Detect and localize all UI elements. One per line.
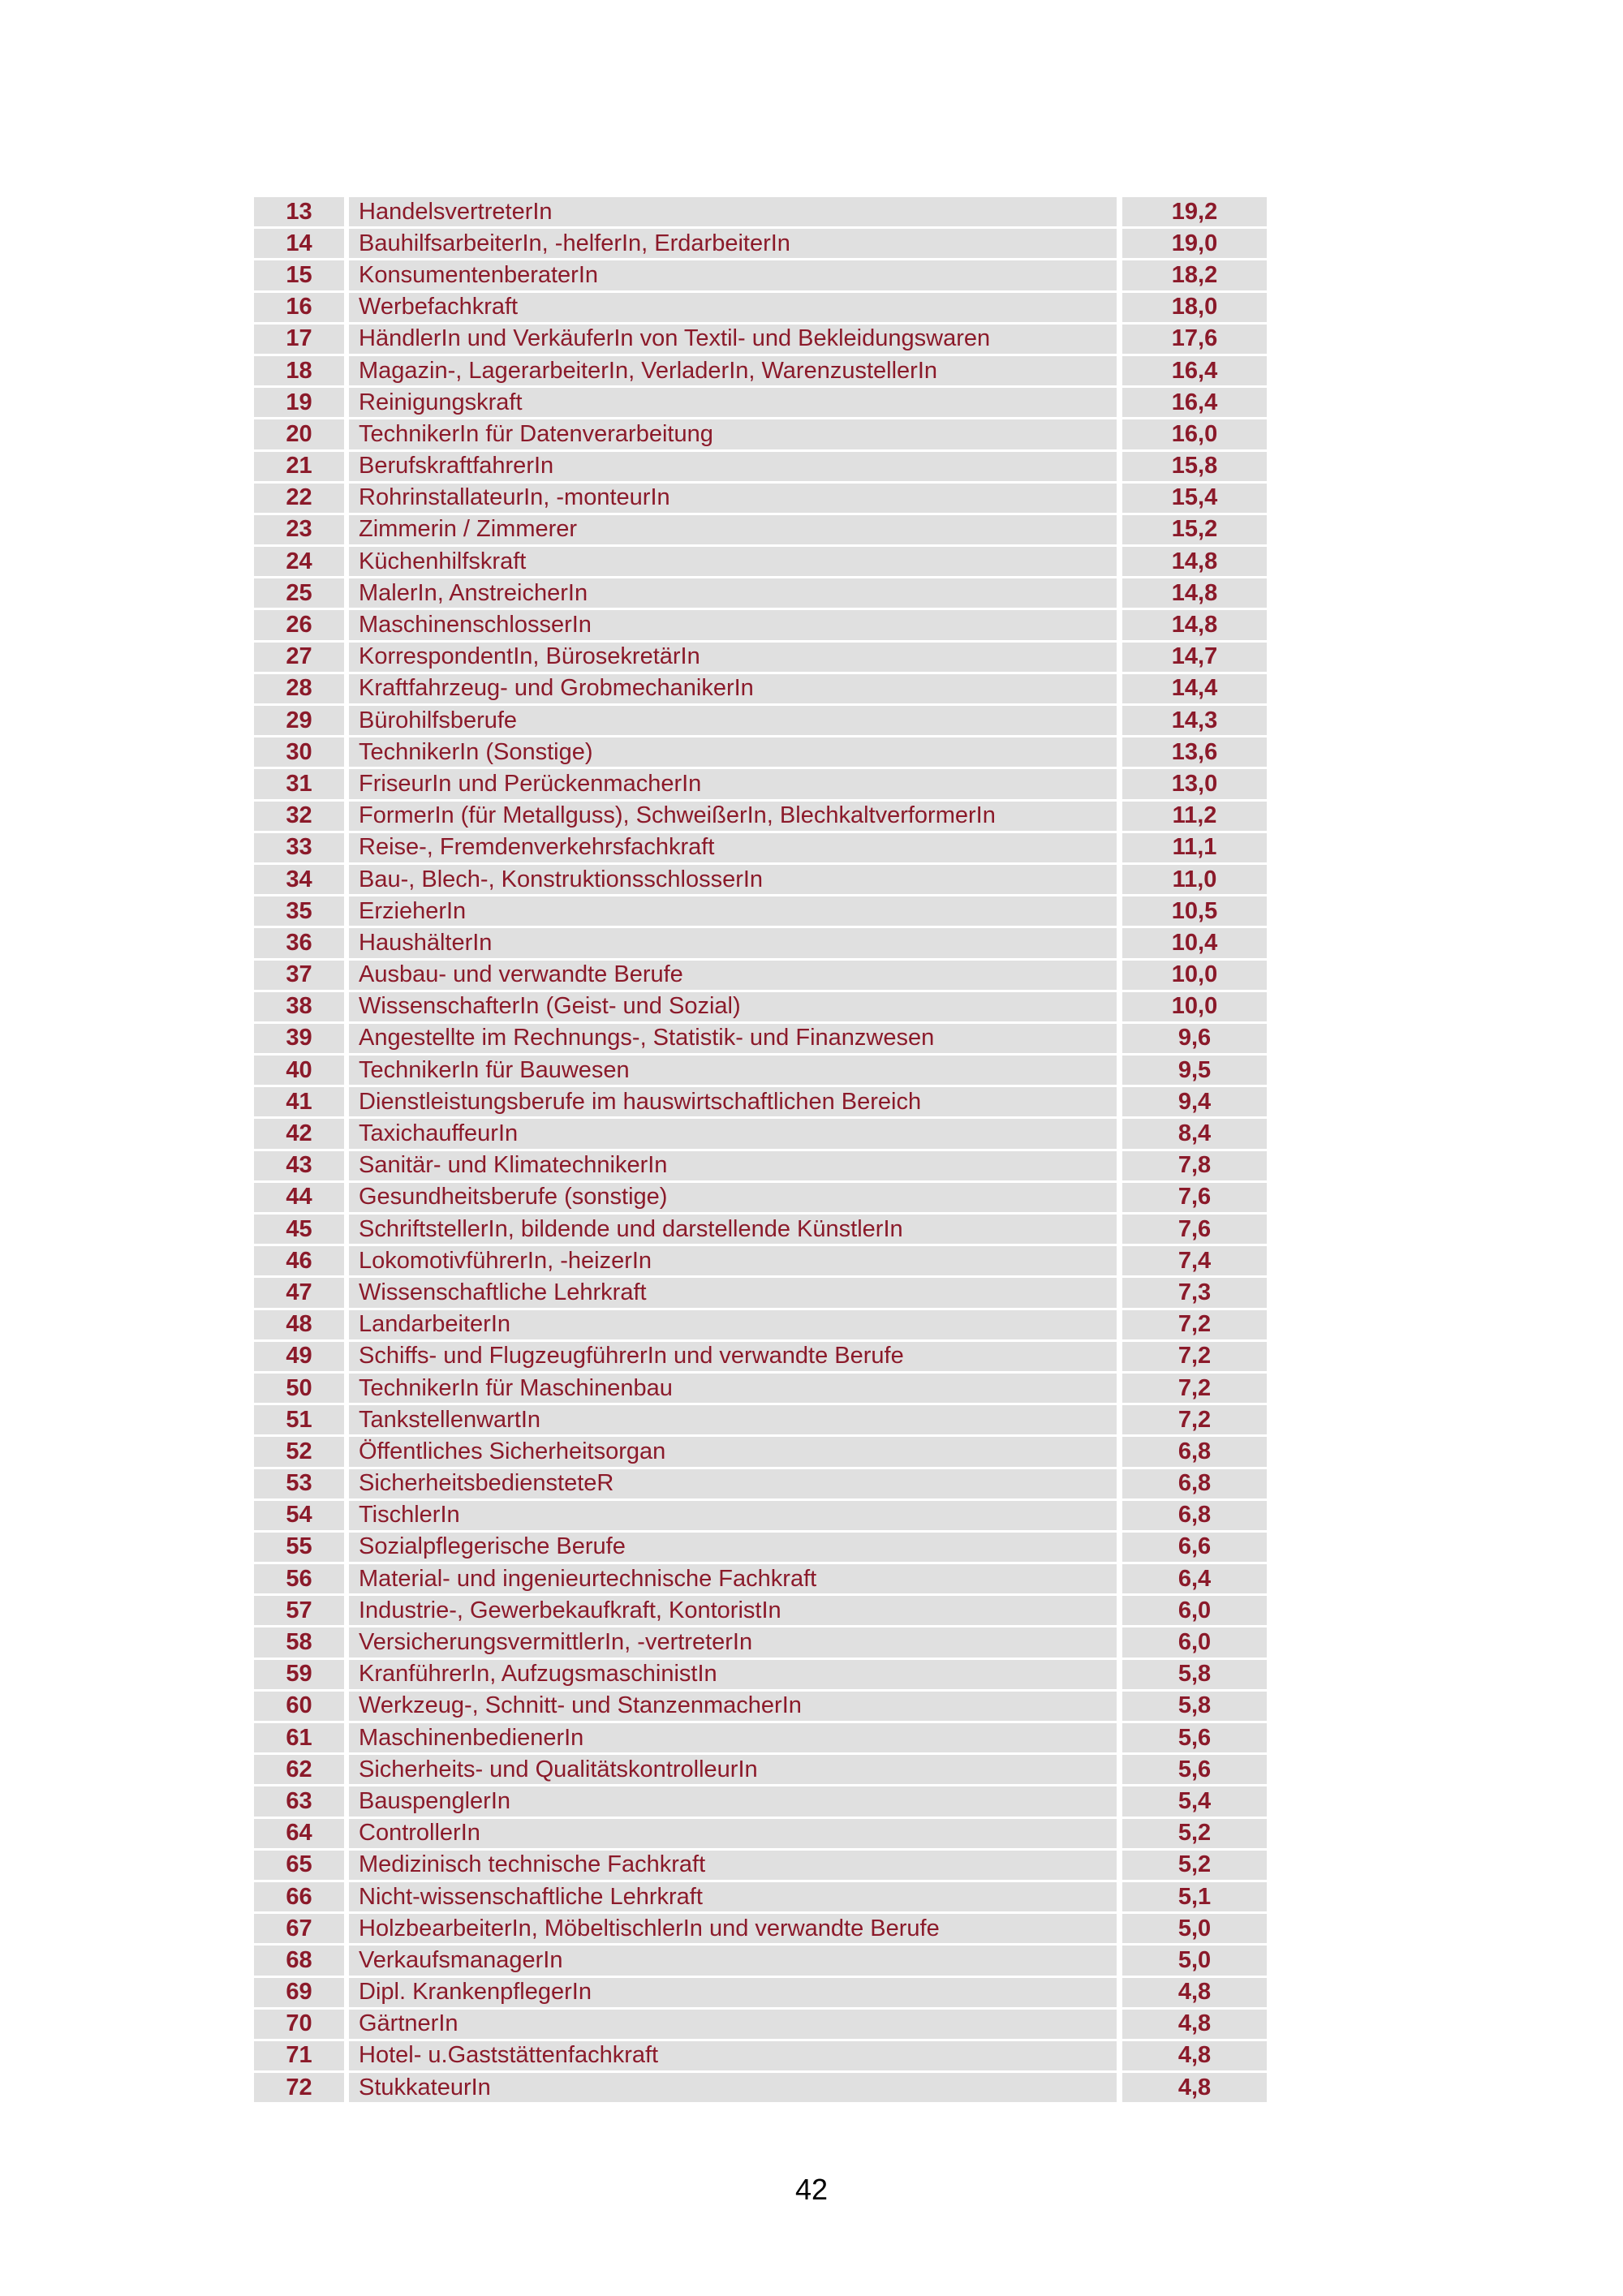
occupation-cell: TankstellenwartIn [349,1405,1117,1434]
rank-cell: 31 [254,769,344,798]
table-row [254,1819,1267,1848]
occupation-cell: Bürohilfsberufe [349,706,1117,735]
table-row [254,1723,1267,1752]
table-row [254,1469,1267,1498]
table-row [254,1119,1267,1148]
table-row [254,1405,1267,1434]
occupation-cell: Bau-, Blech-, KonstruktionsschlosserIn [349,865,1117,894]
table-row [254,1914,1267,1943]
occupation-cell: HandelsvertreterIn [349,197,1117,226]
rank-cell: 66 [254,1882,344,1911]
value-cell: 7,2 [1122,1342,1267,1371]
occupation-cell: TaxichauffeurIn [349,1119,1117,1148]
table-row [254,1946,1267,1975]
value-cell: 11,2 [1122,802,1267,831]
rank-cell: 28 [254,674,344,703]
occupation-cell: Schiffs- und FlugzeugführerIn und verwandte Berufe [349,1342,1117,1371]
table-row [254,578,1267,608]
value-cell: 6,6 [1122,1533,1267,1562]
rank-cell: 70 [254,2010,344,2039]
rank-cell: 59 [254,1660,344,1689]
value-cell: 14,8 [1122,578,1267,608]
table-row [254,547,1267,576]
rank-cell: 63 [254,1786,344,1816]
occupation-cell: VerkaufsmanagerIn [349,1946,1117,1975]
table-row [254,325,1267,354]
rank-cell: 55 [254,1533,344,1562]
rank-cell: 42 [254,1119,344,1148]
table-row [254,737,1267,767]
rank-cell: 35 [254,896,344,926]
rank-cell: 37 [254,961,344,990]
occupation-cell: FriseurIn und PerückenmacherIn [349,769,1117,798]
value-cell: 16,0 [1122,419,1267,449]
rank-cell: 50 [254,1374,344,1403]
value-cell: 10,0 [1122,992,1267,1021]
value-cell: 7,4 [1122,1246,1267,1275]
value-cell: 6,0 [1122,1596,1267,1625]
value-cell: 16,4 [1122,388,1267,417]
occupation-cell: FormerIn (für Metallguss), SchweißerIn, BlechkaltverformerIn [349,802,1117,831]
rank-cell: 36 [254,928,344,957]
table-row [254,1660,1267,1689]
occupation-cell: KonsumentenberaterIn [349,260,1117,290]
table-row [254,928,1267,957]
value-cell: 4,8 [1122,2041,1267,2070]
occupation-cell: SicherheitsbediensteteR [349,1469,1117,1498]
rank-cell: 60 [254,1692,344,1721]
rank-cell: 27 [254,643,344,672]
rank-cell: 40 [254,1056,344,1085]
rank-cell: 20 [254,419,344,449]
rank-cell: 54 [254,1501,344,1530]
rank-cell: 49 [254,1342,344,1371]
table-row [254,769,1267,798]
occupation-cell: GärtnerIn [349,2010,1117,2039]
table-row [254,1851,1267,1880]
rank-cell: 14 [254,229,344,258]
value-cell: 6,0 [1122,1627,1267,1657]
value-cell: 14,7 [1122,643,1267,672]
rank-cell: 34 [254,865,344,894]
table-row [254,1501,1267,1530]
value-cell: 14,8 [1122,610,1267,639]
rank-cell: 22 [254,484,344,513]
value-cell: 5,8 [1122,1660,1267,1689]
rank-cell: 17 [254,325,344,354]
occupation-cell: Magazin-, LagerarbeiterIn, VerladerIn, WarenzustellerIn [349,356,1117,385]
occupation-cell: MaschinenbedienerIn [349,1723,1117,1752]
occupation-cell: Nicht-wissenschaftliche Lehrkraft [349,1882,1117,1911]
rank-cell: 38 [254,992,344,1021]
table-row [254,1310,1267,1339]
occupation-cell: VersicherungsvermittlerIn, -vertreterIn [349,1627,1117,1657]
value-cell: 7,2 [1122,1405,1267,1434]
occupation-cell: HolzbearbeiterIn, MöbeltischlerIn und verwandte Berufe [349,1914,1117,1943]
occupation-cell: TechnikerIn für Datenverarbeitung [349,419,1117,449]
value-cell: 7,2 [1122,1310,1267,1339]
value-cell: 10,5 [1122,896,1267,926]
rank-cell: 25 [254,578,344,608]
rank-cell: 51 [254,1405,344,1434]
value-cell: 10,0 [1122,961,1267,990]
value-cell: 10,4 [1122,928,1267,957]
occupation-cell: HändlerIn und VerkäuferIn von Textil- und Bekleidungswaren [349,325,1117,354]
value-cell: 4,8 [1122,2073,1267,2102]
occupation-cell: RohrinstallateurIn, -monteurIn [349,484,1117,513]
rank-cell: 69 [254,1978,344,2007]
occupation-cell: StukkateurIn [349,2073,1117,2102]
rank-cell: 44 [254,1183,344,1212]
rank-cell: 45 [254,1215,344,1244]
table-row [254,388,1267,417]
rank-cell: 30 [254,737,344,767]
table-row [254,833,1267,862]
value-cell: 5,4 [1122,1786,1267,1816]
occupation-cell: Sanitär- und KlimatechnikerIn [349,1151,1117,1180]
rank-cell: 19 [254,388,344,417]
occupation-cell: Industrie-, Gewerbekaufkraft, KontoristIn [349,1596,1117,1625]
value-cell: 7,2 [1122,1374,1267,1403]
value-cell: 9,6 [1122,1024,1267,1053]
rank-cell: 64 [254,1819,344,1848]
rank-cell: 26 [254,610,344,639]
occupation-cell: Zimmerin / Zimmerer [349,515,1117,544]
table-row [254,356,1267,385]
value-cell: 9,4 [1122,1087,1267,1116]
table-row [254,1056,1267,1085]
table-row [254,293,1267,322]
occupation-ranking-table [254,197,1267,2105]
rank-cell: 41 [254,1087,344,1116]
rank-cell: 21 [254,452,344,481]
value-cell: 5,1 [1122,1882,1267,1911]
occupation-cell: Hotel- u.Gaststättenfachkraft [349,2041,1117,2070]
table-row [254,1533,1267,1562]
table-row [254,419,1267,449]
occupation-cell: TechnikerIn (Sonstige) [349,737,1117,767]
rank-cell: 67 [254,1914,344,1943]
value-cell: 5,6 [1122,1723,1267,1752]
value-cell: 6,8 [1122,1469,1267,1498]
table-row [254,229,1267,258]
rank-cell: 32 [254,802,344,831]
value-cell: 4,8 [1122,1978,1267,2007]
value-cell: 8,4 [1122,1119,1267,1148]
table-row [254,1087,1267,1116]
occupation-cell: WissenschafterIn (Geist- und Sozial) [349,992,1117,1021]
table-row [254,1374,1267,1403]
value-cell: 15,2 [1122,515,1267,544]
occupation-cell: LandarbeiterIn [349,1310,1117,1339]
table-row [254,1342,1267,1371]
value-cell: 14,3 [1122,706,1267,735]
value-cell: 13,6 [1122,737,1267,767]
occupation-cell: ErzieherIn [349,896,1117,926]
value-cell: 17,6 [1122,325,1267,354]
rank-cell: 52 [254,1437,344,1466]
table-row [254,2041,1267,2070]
table-row [254,896,1267,926]
occupation-cell: Sozialpflegerische Berufe [349,1533,1117,1562]
table-row [254,802,1267,831]
rank-cell: 58 [254,1627,344,1657]
rank-cell: 39 [254,1024,344,1053]
table-row [254,452,1267,481]
table-row [254,610,1267,639]
rank-cell: 24 [254,547,344,576]
rank-cell: 33 [254,833,344,862]
table-row [254,1215,1267,1244]
rank-cell: 68 [254,1946,344,1975]
table-row [254,515,1267,544]
table-row [254,1596,1267,1625]
occupation-cell: Material- und ingenieurtechnische Fachkraft [349,1564,1117,1593]
rank-cell: 29 [254,706,344,735]
table-row [254,1437,1267,1466]
value-cell: 14,4 [1122,674,1267,703]
occupation-cell: TechnikerIn für Bauwesen [349,1056,1117,1085]
value-cell: 15,8 [1122,452,1267,481]
value-cell: 4,8 [1122,2010,1267,2039]
occupation-cell: MalerIn, AnstreicherIn [349,578,1117,608]
table-row [254,1183,1267,1212]
occupation-cell: HaushälterIn [349,928,1117,957]
table-row [254,1278,1267,1307]
occupation-cell: TischlerIn [349,1501,1117,1530]
occupation-cell: Ausbau- und verwandte Berufe [349,961,1117,990]
occupation-cell: KorrespondentIn, BürosekretärIn [349,643,1117,672]
table-row [254,1882,1267,1911]
value-cell: 6,8 [1122,1437,1267,1466]
rank-cell: 23 [254,515,344,544]
value-cell: 19,2 [1122,197,1267,226]
rank-cell: 62 [254,1755,344,1784]
occupation-cell: Medizinisch technische Fachkraft [349,1851,1117,1880]
table-row [254,706,1267,735]
table-row [254,1786,1267,1816]
occupation-cell: BerufskraftfahrerIn [349,452,1117,481]
value-cell: 15,4 [1122,484,1267,513]
occupation-cell: Gesundheitsberufe (sonstige) [349,1183,1117,1212]
value-cell: 6,4 [1122,1564,1267,1593]
value-cell: 5,2 [1122,1851,1267,1880]
value-cell: 5,2 [1122,1819,1267,1848]
table-row [254,1978,1267,2007]
occupation-cell: BauhilfsarbeiterIn, -helferIn, ErdarbeiterIn [349,229,1117,258]
table-row [254,260,1267,290]
occupation-cell: Küchenhilfskraft [349,547,1117,576]
occupation-cell: Angestellte im Rechnungs-, Statistik- und Finanzwesen [349,1024,1117,1053]
rank-cell: 56 [254,1564,344,1593]
rank-cell: 43 [254,1151,344,1180]
table-row [254,484,1267,513]
value-cell: 7,6 [1122,1183,1267,1212]
rank-cell: 48 [254,1310,344,1339]
rank-cell: 47 [254,1278,344,1307]
value-cell: 5,0 [1122,1946,1267,1975]
rank-cell: 72 [254,2073,344,2102]
value-cell: 5,8 [1122,1692,1267,1721]
value-cell: 5,0 [1122,1914,1267,1943]
table-row [254,2010,1267,2039]
table-row [254,992,1267,1021]
value-cell: 7,3 [1122,1278,1267,1307]
value-cell: 11,1 [1122,833,1267,862]
value-cell: 5,6 [1122,1755,1267,1784]
table-row [254,1692,1267,1721]
occupation-cell: TechnikerIn für Maschinenbau [349,1374,1117,1403]
occupation-cell: Reinigungskraft [349,388,1117,417]
rank-cell: 18 [254,356,344,385]
table-row [254,865,1267,894]
occupation-cell: Werbefachkraft [349,293,1117,322]
occupation-cell: Dipl. KrankenpflegerIn [349,1978,1117,2007]
occupation-cell: KranführerIn, AufzugsmaschinistIn [349,1660,1117,1689]
value-cell: 11,0 [1122,865,1267,894]
occupation-cell: BauspenglerIn [349,1786,1117,1816]
rank-cell: 13 [254,197,344,226]
occupation-cell: SchriftstellerIn, bildende und darstellende KünstlerIn [349,1215,1117,1244]
table-row [254,1151,1267,1180]
page-number: 42 [794,2173,829,2206]
value-cell: 13,0 [1122,769,1267,798]
occupation-cell: LokomotivführerIn, -heizerIn [349,1246,1117,1275]
table-row [254,1024,1267,1053]
occupation-cell: Wissenschaftliche Lehrkraft [349,1278,1117,1307]
rank-cell: 53 [254,1469,344,1498]
rank-cell: 71 [254,2041,344,2070]
occupation-cell: ControllerIn [349,1819,1117,1848]
occupation-cell: Werkzeug-, Schnitt- und StanzenmacherIn [349,1692,1117,1721]
rank-cell: 61 [254,1723,344,1752]
occupation-cell: Reise-, Fremdenverkehrsfachkraft [349,833,1117,862]
value-cell: 9,5 [1122,1056,1267,1085]
occupation-cell: MaschinenschlosserIn [349,610,1117,639]
value-cell: 18,2 [1122,260,1267,290]
table-row [254,643,1267,672]
table-row [254,1755,1267,1784]
table-row [254,2073,1267,2102]
value-cell: 7,6 [1122,1215,1267,1244]
occupation-cell: Kraftfahrzeug- und GrobmechanikerIn [349,674,1117,703]
rank-cell: 16 [254,293,344,322]
value-cell: 16,4 [1122,356,1267,385]
value-cell: 7,8 [1122,1151,1267,1180]
rank-cell: 46 [254,1246,344,1275]
occupation-cell: Sicherheits- und QualitätskontrolleurIn [349,1755,1117,1784]
occupation-cell: Dienstleistungsberufe im hauswirtschaftlichen Bereich [349,1087,1117,1116]
value-cell: 18,0 [1122,293,1267,322]
value-cell: 19,0 [1122,229,1267,258]
rank-cell: 15 [254,260,344,290]
rank-cell: 65 [254,1851,344,1880]
table-row [254,674,1267,703]
value-cell: 14,8 [1122,547,1267,576]
table-row [254,1246,1267,1275]
table-row [254,961,1267,990]
table-row [254,197,1267,226]
table-row [254,1564,1267,1593]
occupation-cell: Öffentliches Sicherheitsorgan [349,1437,1117,1466]
rank-cell: 57 [254,1596,344,1625]
value-cell: 6,8 [1122,1501,1267,1530]
table-row [254,1627,1267,1657]
